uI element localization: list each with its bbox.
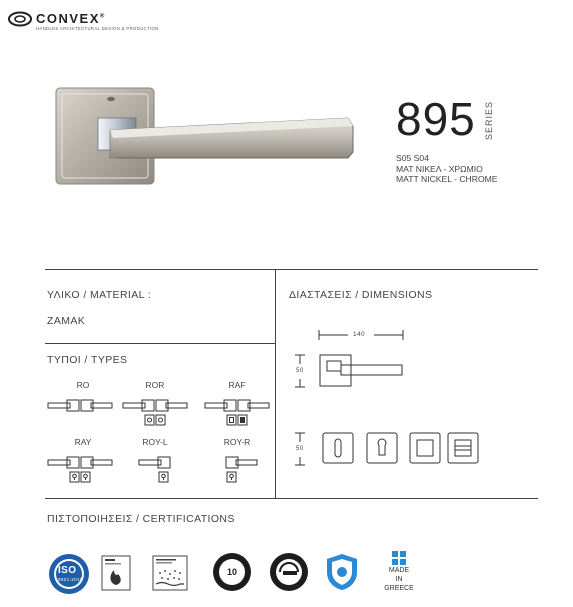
- product-codes: S05 S04: [396, 153, 429, 163]
- rose-cylinder-icon: [366, 432, 398, 464]
- made-line-2: IN: [395, 576, 403, 583]
- cycle-test-icon: [269, 552, 309, 592]
- type-ro-icon: [47, 398, 113, 414]
- series-block: [396, 92, 566, 192]
- rose-wc-icon: [447, 432, 479, 464]
- divider-bottom: [45, 498, 538, 499]
- rose-blank-icon: [409, 432, 441, 464]
- type-ror-icon: [122, 398, 188, 428]
- type-ray-icon: [47, 455, 113, 485]
- finish-english: MATT NICKEL - CHROME: [396, 174, 498, 184]
- brand-tagline: HANDLES ARCHITECTURAL DESIGN & PRODUCTION: [36, 26, 159, 31]
- types-label: ΤΥΠΟΙ / TYPES: [47, 354, 128, 366]
- antibacterial-shield-icon: [324, 552, 360, 592]
- convex-logo-icon: [8, 11, 32, 27]
- series-word: SERIES: [484, 100, 494, 140]
- svg-text:10: 10: [226, 567, 238, 577]
- fire-rated-icon: [101, 555, 131, 591]
- dimensions-label: ΔΙΑΣΤΑΣΕΙΣ / DIMENSIONS: [289, 289, 433, 301]
- finish-greek: ΜΑΤ ΝΙΚΕΛ - ΧΡΩΜΙΟ: [396, 163, 483, 174]
- ten-year-warranty-icon: [212, 552, 252, 592]
- type-roy-r-icon: [222, 455, 262, 485]
- type-label-roy-l: ROY-L: [142, 437, 168, 447]
- type-label-roy-r: ROY-R: [223, 437, 251, 447]
- corrosion-test-icon: [152, 555, 188, 591]
- dimension-handle-outline: [319, 354, 405, 388]
- material-value: ZAMAK: [47, 315, 86, 327]
- made-line-1: MADE: [388, 567, 410, 574]
- certifications-label: ΠΙΣΤΟΠΟΙΗΣΕΙΣ / CERTIFICATIONS: [47, 513, 235, 525]
- height-value-2: 50: [296, 446, 304, 452]
- door-handle-image: [48, 78, 358, 193]
- divider-top: [45, 269, 538, 270]
- type-label-ro: RO: [76, 380, 90, 390]
- brand-name: CONVEX®: [36, 11, 106, 26]
- registered-mark: ®: [99, 13, 106, 20]
- made-in-greece-text: [379, 566, 419, 593]
- type-roy-l-icon: [138, 455, 178, 485]
- iso-text: ISO: [58, 565, 77, 576]
- material-label: ΥΛΙΚΟ / MATERIAL :: [47, 289, 152, 301]
- iso-number: 9001:2015: [58, 577, 83, 582]
- made-line-3: GREECE: [384, 585, 414, 592]
- rose-plain-key-icon: [322, 432, 354, 464]
- type-label-ray: RAY: [74, 437, 92, 447]
- finish-info: [396, 153, 498, 185]
- series-number: 895: [396, 93, 476, 145]
- type-raf-icon: [204, 398, 270, 428]
- width-value: 140: [353, 331, 366, 338]
- type-label-ror: ROR: [145, 380, 165, 390]
- brand-logo: [8, 10, 159, 32]
- type-label-raf: RAF: [228, 380, 246, 390]
- divider-material: [45, 343, 275, 344]
- height-value: 50: [296, 368, 304, 374]
- divider-vertical: [275, 269, 276, 498]
- made-in-greece-flag-icon: [392, 551, 406, 565]
